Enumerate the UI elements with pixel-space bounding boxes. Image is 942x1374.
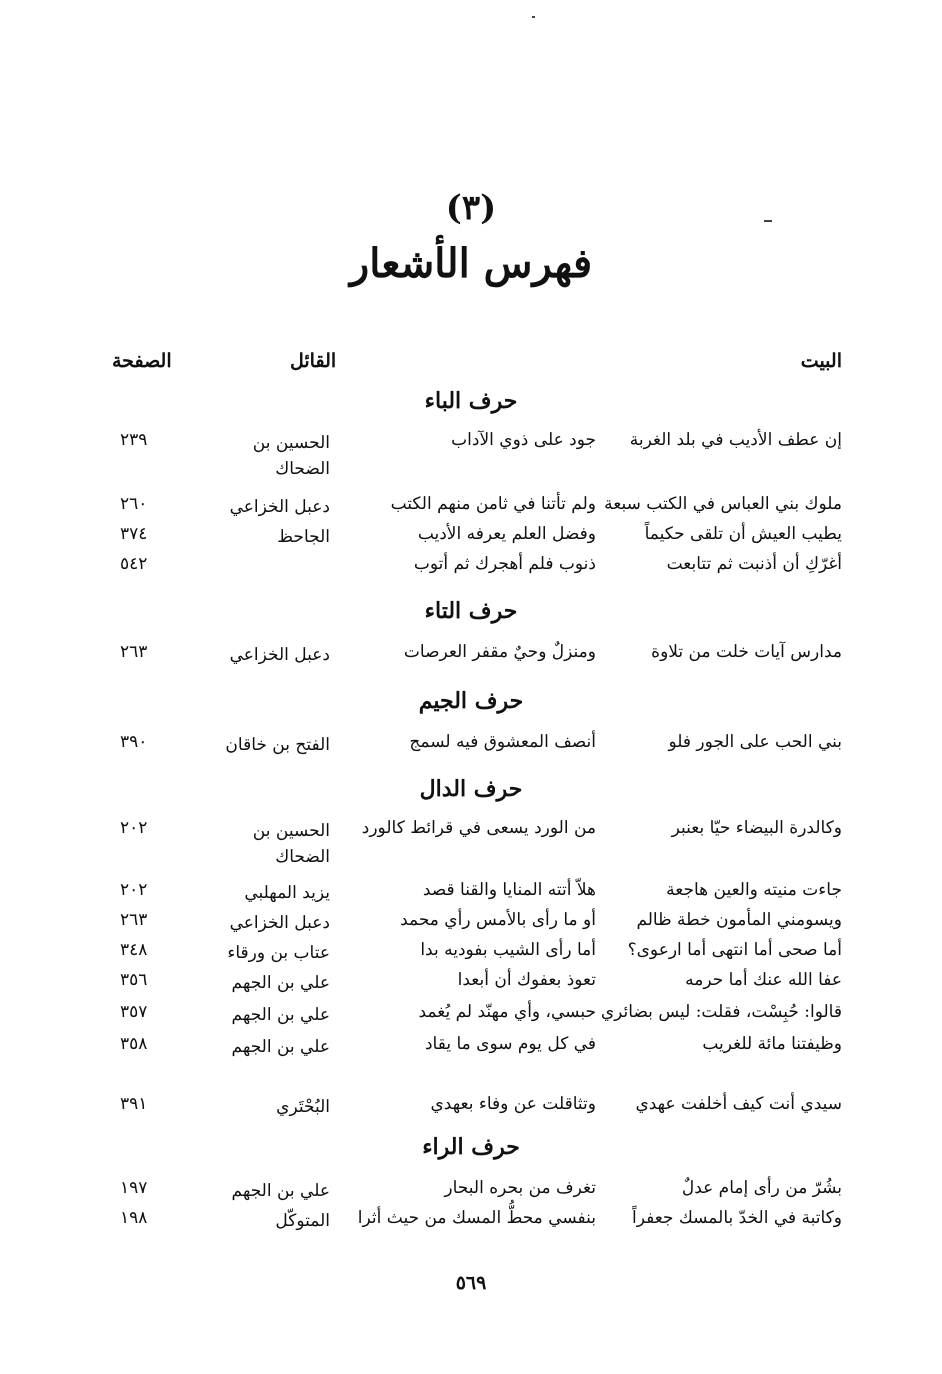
index-row xyxy=(0,1002,942,1032)
page-number: ٣٤٨ xyxy=(120,940,148,960)
poet: الجاحظ xyxy=(277,527,330,547)
poet: علي بن الجهم xyxy=(231,1181,330,1201)
verse-second: وتثاقلت عن وفاء بعهدي xyxy=(430,1094,596,1114)
index-row xyxy=(0,1034,942,1064)
verse-first: وكالدرة البيضاء حيّا بعنبر xyxy=(671,818,842,838)
verse-second: ومنزلٌ وحيٌ مقفر العرصات xyxy=(403,642,596,662)
poet: دعبل الخزاعي xyxy=(229,645,330,665)
verse-first: وكاتبة في الخدّ بالمسك جعفراً xyxy=(632,1208,842,1228)
index-row xyxy=(0,910,942,940)
index-row xyxy=(0,940,942,970)
verse-second: تغرف من بحره البحار xyxy=(444,1178,596,1198)
verse-first: عفا الله عنك أما حرمه xyxy=(685,970,842,990)
poet: الحسين بن الضحاك xyxy=(252,433,330,479)
verse-first: بني الحب على الجور فلو xyxy=(668,732,842,752)
page-number: ٣٩٠ xyxy=(120,732,148,752)
index-row xyxy=(0,1178,942,1208)
page-number: ٣٥٧ xyxy=(120,1002,148,1022)
verse-second: تعوذ بعفوك أن أبعدا xyxy=(457,970,596,990)
page-number: ٢٠٢ xyxy=(120,818,148,838)
page-folio: ٥٦٩ xyxy=(455,1272,487,1294)
verse-second: حبسي، وأي مهنّد لم يُغمد xyxy=(418,1002,596,1022)
verse-first: ملوك بني العباس في الكتب سبعة xyxy=(604,494,842,514)
page-number: ٢٦٣ xyxy=(120,910,148,930)
poet: الحسين بن الضحاك xyxy=(252,821,330,867)
page-number: ٢٦٠ xyxy=(120,494,148,514)
index-row xyxy=(0,1094,942,1124)
index-row xyxy=(0,642,942,672)
poet: علي بن الجهم xyxy=(231,1037,330,1057)
header-speaker: القائل xyxy=(290,350,337,372)
index-row xyxy=(0,970,942,1000)
verse-second: وفضل العلم يعرفه الأديب xyxy=(417,524,596,544)
page-title: فهرس الأشعار xyxy=(349,240,593,287)
poet: البُحْتَري xyxy=(276,1097,330,1117)
index-row xyxy=(0,1208,942,1238)
verse-first: مدارس آيات خلت من تلاوة xyxy=(651,642,842,662)
page-number: ٣٧٤ xyxy=(120,524,148,544)
section-heading: حرف الجيم xyxy=(418,688,524,714)
page-number: ٥٤٢ xyxy=(120,554,148,574)
verse-first: إن عطف الأديب في بلد الغربة xyxy=(629,430,842,450)
verse-first: ويسومني المأمون خطة ظالم xyxy=(636,910,842,930)
page-number: ٢٣٩ xyxy=(120,430,148,450)
verse-second: أو ما رأى بالأمس رأي محمد xyxy=(400,910,596,930)
verse-second: من الورد يسعى في قرائط كالورد xyxy=(361,818,596,838)
verse-first: جاءت منيته والعين هاجعة xyxy=(666,880,842,900)
poet: دعبل الخزاعي xyxy=(229,913,330,933)
page-number: ٢٦٣ xyxy=(120,642,148,662)
poet: دعبل الخزاعي xyxy=(229,497,330,517)
section-number: (٣) xyxy=(445,188,497,228)
poet: علي بن الجهم xyxy=(231,1005,330,1025)
index-row xyxy=(0,818,942,867)
verse-first: يطيب العيش أن تلقى حكيماً xyxy=(644,524,842,544)
poet: المتوكّل xyxy=(275,1211,330,1231)
section-heading: حرف التاء xyxy=(424,598,518,624)
poet: علي بن الجهم xyxy=(231,973,330,993)
header-verse: البيت xyxy=(800,350,842,372)
verse-first: أما صحى أما انتهى أما ارعوى؟ xyxy=(627,940,842,960)
scan-speck xyxy=(532,16,535,18)
verse-second: جود على ذوي الآداب xyxy=(451,430,596,450)
verse-second: ولم تأتنا في ثامن منهم الكتب xyxy=(390,494,596,514)
index-row xyxy=(0,494,942,524)
verse-second: في كل يوم سوى ما يقاد xyxy=(424,1034,596,1054)
index-row xyxy=(0,732,942,762)
page-number: ٣٥٦ xyxy=(120,970,148,990)
verse-first: بشُرّ من رأى إمام عدلٌ xyxy=(681,1178,842,1198)
verse-second: هلاّ أتته المنايا والقنا قصد xyxy=(422,880,596,900)
index-row xyxy=(0,524,942,554)
section-heading: حرف الراء xyxy=(422,1134,520,1160)
verse-first: قالوا: حُبِسْت، فقلت: ليس بضائري xyxy=(600,1002,842,1022)
verse-first: سيدي أنت كيف أخلفت عهدي xyxy=(635,1094,842,1114)
page-number: ١٩٧ xyxy=(120,1178,148,1198)
verse-second: بنفسي محطُّ المسك من حيث أثرا xyxy=(357,1208,596,1228)
section-heading: حرف الدال xyxy=(419,776,523,802)
page-number: ٣٩١ xyxy=(120,1094,148,1114)
page-number: ٢٠٢ xyxy=(120,880,148,900)
verse-first: أغرّكِ أن أذنبت ثم تتابعت xyxy=(666,554,842,574)
verse-second: أنصف المعشوق فيه لسمج xyxy=(409,732,596,752)
poet: عتاب بن ورقاء xyxy=(227,943,330,963)
verse-second: ذنوب فلم أهجرك ثم أتوب xyxy=(413,554,596,574)
index-row xyxy=(0,430,942,479)
page-number: ١٩٨ xyxy=(120,1208,148,1228)
header-page: الصفحة xyxy=(112,350,172,372)
page-number: ٣٥٨ xyxy=(120,1034,148,1054)
index-row xyxy=(0,554,942,584)
poet: يزيد المهلبي xyxy=(244,883,330,903)
verse-first: وظيفتنا مائة للغريب xyxy=(702,1034,842,1054)
section-heading: حرف الباء xyxy=(424,388,518,414)
verse-second: أما رأى الشيب بفوديه بدا xyxy=(420,940,596,960)
index-row xyxy=(0,880,942,910)
poet: الفتح بن خاقان xyxy=(225,735,330,755)
